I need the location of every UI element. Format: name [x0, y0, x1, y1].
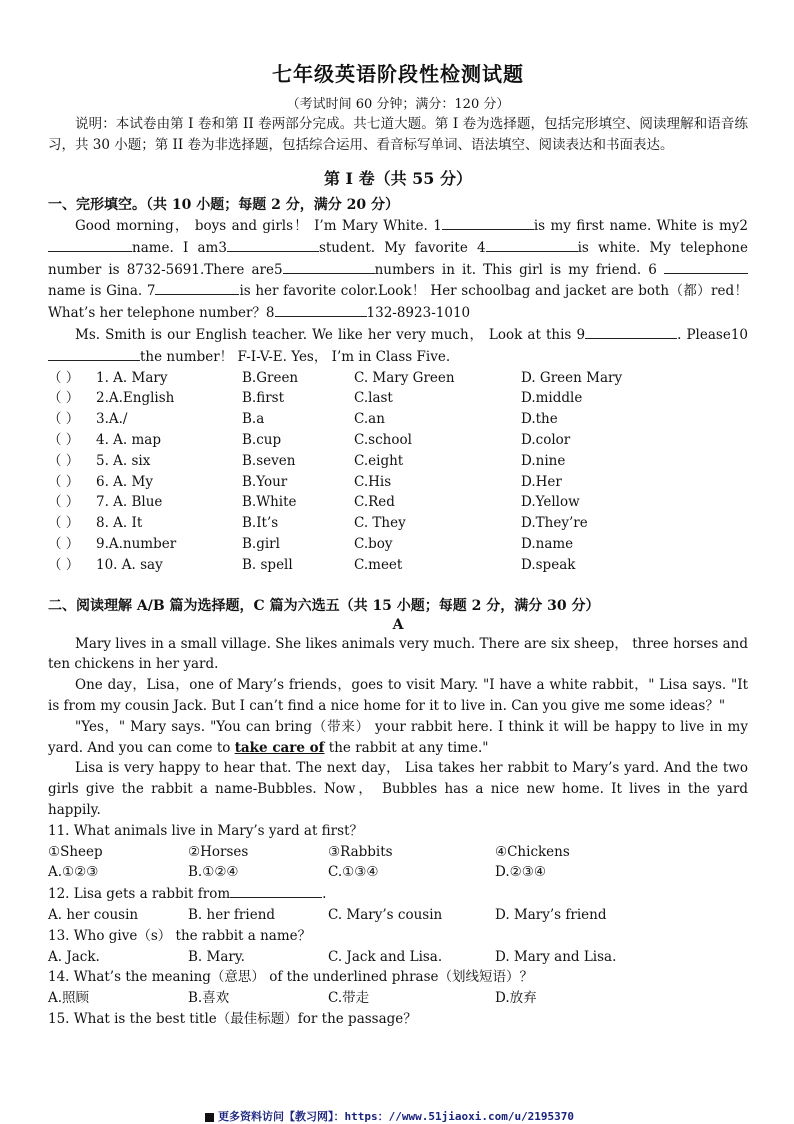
option-row: （ ） 1. A. Mary B.Green C. Mary Green D. Green Mary	[48, 369, 623, 386]
section-a-label: A	[392, 616, 404, 633]
blank-4[interactable]	[486, 237, 578, 252]
option-row: （ ） 2.A.English B.first C.last D.middle	[48, 390, 583, 407]
blank-3[interactable]	[227, 237, 319, 252]
q13-options: A. Jack. B. Mary. C. Jack and Lisa. D. Mary and Lisa.	[48, 948, 617, 965]
cloze-heading: 一、完形填空。（共 10 小题；每题 2 分，满分 20 分）	[48, 197, 399, 213]
underlined-phrase: take care of	[234, 739, 325, 756]
reading-para-1: Mary lives in a small village. She likes animals very much. There are six sheep， three horses and ten chickens in her yard.	[48, 635, 748, 673]
option-row: （ ） 5. A. six B.seven C.eight D.nine	[48, 452, 566, 469]
question-13: 13. Who give（s） the rabbit a name？	[48, 927, 312, 944]
question-15: 15. What is the best title（最佳标题）for the passage？	[48, 1010, 417, 1027]
exam-page	[48, 58, 748, 1030]
q12-options: A. her cousin B. her friend C. Mary’s cousin D. Mary’s friend	[48, 906, 607, 923]
flag-icon	[205, 1113, 214, 1122]
blank-7[interactable]	[155, 280, 239, 295]
blank-9[interactable]	[585, 324, 677, 339]
reading-para-2: One day，Lisa，one of Mary’s friends，goes to visit Mary. "I have a white rabbit，" Lisa says. "It is from my cousin Jack. But I can’t find a nice home for it to live in. Can you give me some ideas？"	[48, 677, 748, 714]
reading-para-3: "Yes，" Mary says. "You can bring（带来） your rabbit here. I think it will be happy to live in my yard. And you can come to take care of the rabbit at any time."	[48, 718, 748, 756]
exam-subtitle: （考试时间 60 分钟；满分：120 分）	[286, 97, 510, 112]
cloze-options	[48, 368, 748, 576]
option-row: （ ） 10. A. say B. spell C.meet D.speak	[48, 556, 576, 573]
question-11: 11. What animals live in Mary’s yard at first？	[48, 822, 363, 839]
blank-8[interactable]	[275, 302, 367, 317]
option-row: （ ） 6. A. My B.Your C.His D.Her	[48, 473, 562, 490]
q11-items: ①Sheep ②Horses ③Rabbits ④Chickens	[48, 843, 570, 860]
cloze-passage-2: Ms. Smith is our English teacher. We like her very much， Look at this 9 . Please10the number！ F-I-V-E. Yes， I’m in Class Five.	[48, 324, 748, 368]
cloze-passage-1: Good morning， boys and girls！ I’m Mary White. 1 is my first name. White is my2name. I am3 student. My favorite 4 is white. My telephone number is 8732-5691.There are5 numbers in it. This girl is my friend. 6 name is Gina. 7 is her favorite color.Look！ Her schoolbag and jacket are both（都）red！ What’s her telephone number？8 132-8923-1010	[48, 215, 748, 324]
reading-heading: 二、阅读理解 A/B 篇为选择题，C 篇为六选五（共 15 小题；每题 2 分，满分 30 分）	[48, 597, 600, 614]
blank-6[interactable]	[664, 259, 748, 274]
exam-title: 七年级英语阶段性检测试题	[272, 62, 524, 86]
option-row: （ ） 7. A. Blue B.White C.Red D.Yellow	[48, 494, 580, 511]
blank-5[interactable]	[283, 259, 375, 274]
part-one-heading: 第 I 卷（共 55 分）	[323, 169, 473, 188]
q14-options: A.照顾 B.喜欢 C.带走 D.放弃	[48, 990, 537, 1007]
question-12: 12. Lisa gets a rabbit from .	[48, 883, 748, 905]
option-row: （ ） 3.A./ B.a C.an D.the	[48, 411, 558, 428]
option-row: （ ） 8. A. It B.It’s C. They D.They’re	[48, 515, 588, 532]
option-row: （ ） 9.A.number B.girl C.boy D.name	[48, 535, 574, 552]
footer-link[interactable]: 更多资料访问【教习网】：https：//www.51jiaoxi.com/u/2195370	[205, 1108, 574, 1124]
reading-para-4: Lisa is very happy to hear that. The next day， Lisa takes her rabbit to Mary’s yard. And the two girls give the rabbit a name-Bubbles. Now， Bubbles has a nice new home. It lives in the yard happily.	[48, 760, 748, 818]
blank-12[interactable]	[230, 883, 322, 898]
option-row: （ ） 4. A. map B.cup C.school D.color	[48, 431, 571, 448]
blank-1[interactable]	[442, 215, 534, 230]
blank-2[interactable]	[48, 237, 132, 252]
blank-10[interactable]	[48, 346, 140, 361]
question-14: 14. What’s the meaning（意思） of the underlined phrase（划线短语）？	[48, 969, 533, 986]
q11-options: A.①②③ B.①②④ C.①③④ D.②③④	[48, 864, 546, 881]
exam-instructions: 说明：本试卷由第 I 卷和第 II 卷两部分完成。共七道大题。第 I 卷为选择题，包括完形填空、阅读理解和语音练习，共 30 小题；第 II 卷为非选择题，包括综合运用、看音标写单词、语法填空、阅读表达和书面表达。	[48, 116, 748, 153]
